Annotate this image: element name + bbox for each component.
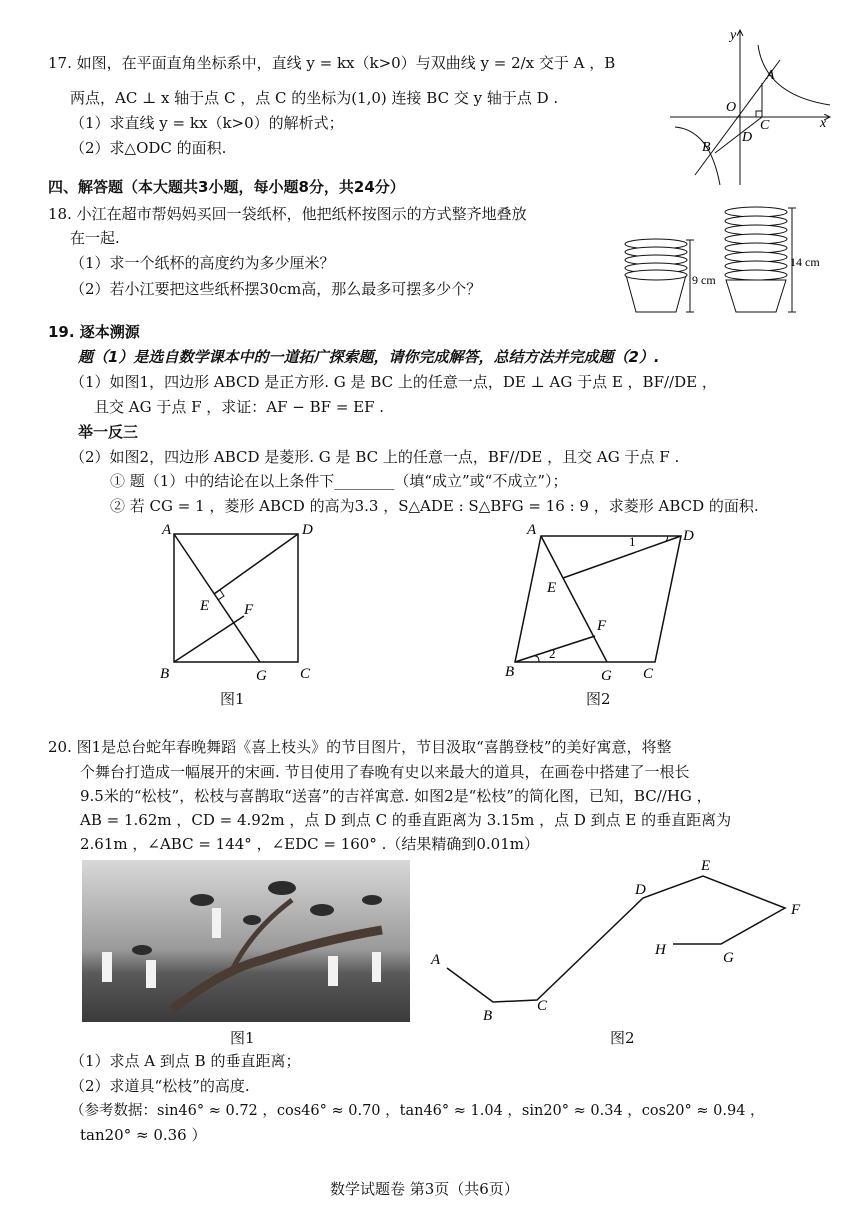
q20-figure2 [425, 850, 815, 1025]
q17-label-b: B [702, 140, 711, 155]
q19-part1-b: 且交 AG 于点 F ，求证：AF − BF = EF . [94, 398, 385, 416]
q17-label-y: y [730, 28, 737, 43]
q20-fig-g: G [723, 950, 734, 966]
q17-label-d: D [742, 130, 753, 145]
q19-part1-a: （1）如图1，四边形 ABCD 是正方形. G 是 BC 上的任意一点，DE ⊥ AG 于点 E ，BF//DE ， [70, 373, 717, 391]
fig1-b: B [160, 666, 170, 682]
stage-photo [82, 860, 410, 1022]
fig1-e: E [200, 598, 210, 614]
fig1-d: D [302, 522, 313, 538]
q20-fig1-caption: 图1 [230, 1029, 255, 1047]
fig2-g: G [601, 668, 612, 684]
section-heading: 四、解答题（本大题共3小题，每小题8分，共24分） [48, 178, 405, 196]
fig1-caption: 图1 [220, 690, 245, 708]
q19-part2-a: （2）如图2，四边形 ABCD 是菱形. G 是 BC 上的任意一点，BF//DE ，且交 AG 于点 F . [70, 448, 680, 466]
q18-line3: （1）求一个纸杯的高度约为多少厘米？ [70, 254, 335, 272]
q17-label-c: C [760, 118, 770, 133]
q18-line1: 18. 小江在超市帮妈妈买回一袋纸杯，他把纸杯按图示的方式整齐地叠放 [48, 205, 527, 223]
fig2-f: F [597, 618, 607, 634]
q20-line5: 2.61m ，∠ABC = 144° ，∠EDC = 160° .（结果精确到0.01m） [80, 835, 539, 853]
q20-ref1: （参考数据：sin46° ≈ 0.72 ，cos46° ≈ 0.70 ，tan46° ≈ 1.04 ，sin20° ≈ 0.34 ，cos20° ≈ 0.94 ， [70, 1103, 765, 1119]
q19-title: 19. 逐本溯源 [48, 323, 140, 341]
q19-part2-c: ② 若 CG = 1 ，菱形 ABCD 的高为3.3 ，S△ADE : S△BFG = 16 : 9 ，求菱形 ABCD 的面积. [110, 497, 759, 515]
q20-sub2: （2）求道具“松枝”的高度. [70, 1077, 250, 1095]
q17-line4: （2）求△ODC 的面积. [70, 139, 227, 157]
q20-line1: 20. 图1是总台蛇年春晚舞蹈《喜上枝头》的节目图片，节目汲取“喜鹊登枝”的美好寓意，将整 [48, 738, 672, 756]
q18-dim-9: 9 cm [692, 273, 716, 287]
q20-sub1: （1）求点 A 到点 B 的垂直距离； [70, 1052, 301, 1070]
q19-intro: 题（1）是选自数学课本中的一道拓广探索题，请你完成解答，总结方法并完成题（2）. [78, 348, 660, 366]
q17-figure [670, 25, 840, 190]
q20-fig-f: F [791, 902, 801, 918]
fig2-d: D [683, 528, 694, 544]
fig1-a: A [162, 522, 172, 538]
q20-fig2-caption: 图2 [610, 1029, 635, 1047]
q20-line2: 个舞台打造成一幅展开的宋画. 节目使用了春晚有史以来最大的道具，在画卷中搭建了一根长 [80, 763, 690, 781]
fig2-angle1: 1 [629, 534, 636, 549]
q18-dim-14: 14 cm [790, 255, 820, 269]
q17-line2: 两点，AC ⊥ x 轴于点 C ，点 C 的坐标为(1,0) 连接 BC 交 y 轴于点 D . [70, 89, 559, 107]
q18-line2: 在一起. [70, 229, 120, 247]
q19-part2-b: ① 题（1）中的结论在以上条件下________（填“成立”或“不成立”）； [110, 472, 568, 490]
q17-label-x: x [820, 116, 827, 131]
q17-label-o: O [726, 100, 737, 115]
q19-figure2 [505, 520, 705, 685]
q17-label-a: A [766, 68, 775, 83]
q20-fig-d: D [635, 882, 646, 898]
q20-ref2: tan20° ≈ 0.36 ） [80, 1126, 207, 1144]
fig2-e: E [547, 580, 557, 596]
q20-line3: 9.5米的“松枝”，松枝与喜鹊取“送喜”的吉祥寓意. 如图2是“松枝”的简化图，已知，BC//HG ， [80, 787, 712, 805]
q19-heading2: 举一反三 [78, 423, 139, 441]
q20-line4: AB = 1.62m ，CD = 4.92m ，点 D 到点 C 的垂直距离为 3.15m ，点 D 到点 E 的垂直距离为 [80, 811, 732, 829]
page-footer: 数学试题卷 第3页（共6页） [330, 1180, 519, 1198]
q18-cups-figure [618, 200, 838, 315]
q17-line1: 17. 如图，在平面直角坐标系中，直线 y = kx（k>0）与双曲线 y = 2/x 交于 A ，B [48, 54, 616, 72]
q18-line4: （2）若小江要把这些纸杯摆30cm高，那么最多可摆多少个？ [70, 280, 482, 298]
fig1-f: F [244, 602, 254, 618]
q20-fig-e: E [701, 858, 711, 874]
fig1-c: C [300, 666, 311, 682]
q17-line3: （1）求直线 y = kx（k>0）的解析式； [70, 114, 344, 132]
q20-fig-b: B [483, 1008, 493, 1024]
fig1-g: G [256, 668, 267, 684]
fig2-caption: 图2 [586, 690, 611, 708]
fig2-a: A [527, 522, 537, 538]
q20-fig-a: A [431, 952, 441, 968]
fig2-c: C [643, 666, 654, 682]
q20-fig-c: C [537, 998, 548, 1014]
q20-fig-h: H [655, 942, 666, 958]
q19-figure1 [160, 520, 320, 685]
fig2-b: B [505, 664, 515, 680]
fig2-angle2: 2 [549, 646, 556, 661]
